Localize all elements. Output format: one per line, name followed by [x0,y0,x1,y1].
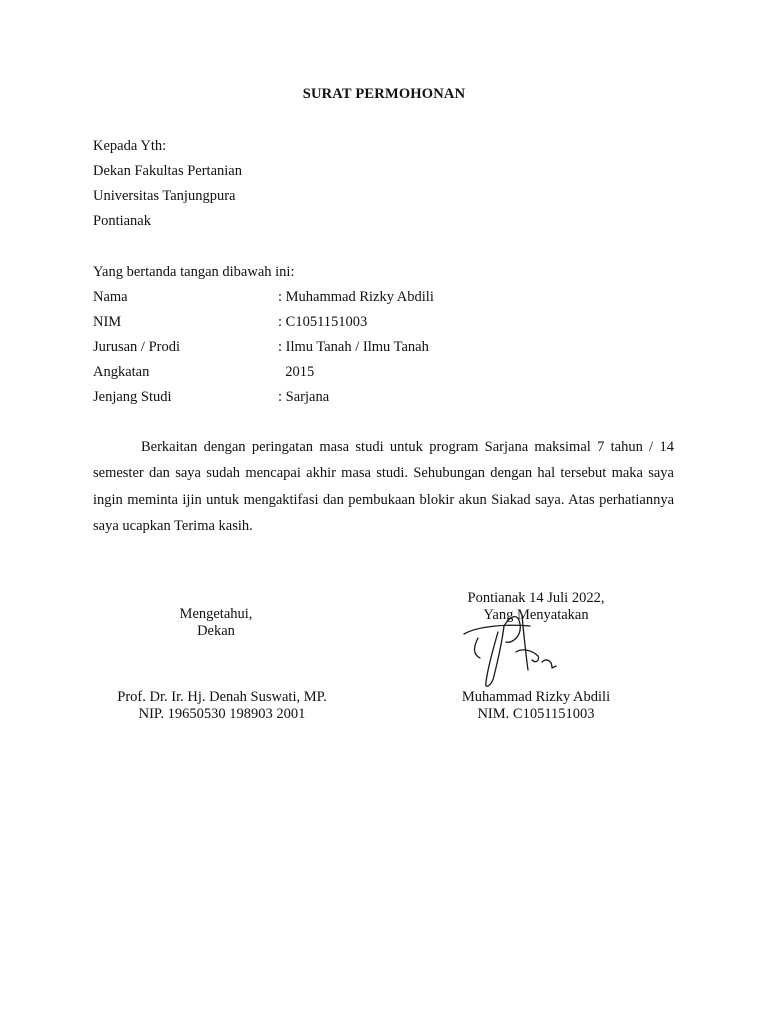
field-value-jenjang: : Sarjana [278,389,330,405]
body-paragraph: Berkaitan dengan peringatan masa studi untuk program Sarjana maksimal 7 tahun / 14 semester dan saya sudah mencapai akhir masa studi. Sehubungan dengan hal tersebut maka saya ingin meminta ijin untuk mengaktifasi dan pembukaan blokir akun Siakad saya. Atas perhatiannya saya ucapkan Terima kasih. [93,439,674,534]
place-date: Pontianak 14 Juli 2022, [467,590,605,606]
field-label-jurusan: Jurusan / Prodi [93,339,180,355]
left-signatory-block [96,689,348,723]
recipient-line-3: Universitas Tanjungpura [93,188,236,204]
left-signature-block [116,606,316,640]
recipient-line-1: Kepada Yth: [93,138,167,154]
left-signatory-name: Prof. Dr. Ir. Hj. Denah Suswati, MP. [117,689,327,705]
handwritten-signature [458,596,578,692]
left-signatory-id: NIP. 19650530 198903 2001 [138,706,306,722]
left-role-label: Dekan [197,623,235,639]
field-label-angkatan: Angkatan [93,364,150,380]
recipient-line-2: Dekan Fakultas Pertanian [93,163,242,179]
field-label-nim: NIM [93,314,122,330]
right-signatory-id: NIM. C1051151003 [477,706,595,722]
left-acknowledged-label: Mengetahui, [179,606,253,622]
letter-title: SURAT PERMOHONAN [302,86,466,102]
field-value-nim: : C1051151003 [278,314,368,330]
field-label-nama: Nama [93,289,128,305]
field-value-jurusan: : Ilmu Tanah / Ilmu Tanah [278,339,429,355]
right-signatory-name: Muhammad Rizky Abdili [461,689,611,705]
field-label-jenjang: Jenjang Studi [93,389,172,405]
right-signatory-block [436,689,636,723]
field-value-nama: : Muhammad Rizky Abdili [278,289,434,305]
right-role-label: Yang Menyatakan [483,607,589,623]
intro-line: Yang bertanda tangan dibawah ini: [93,264,295,280]
field-value-angkatan: 2015 [278,364,315,380]
recipient-line-4: Pontianak [93,213,151,229]
